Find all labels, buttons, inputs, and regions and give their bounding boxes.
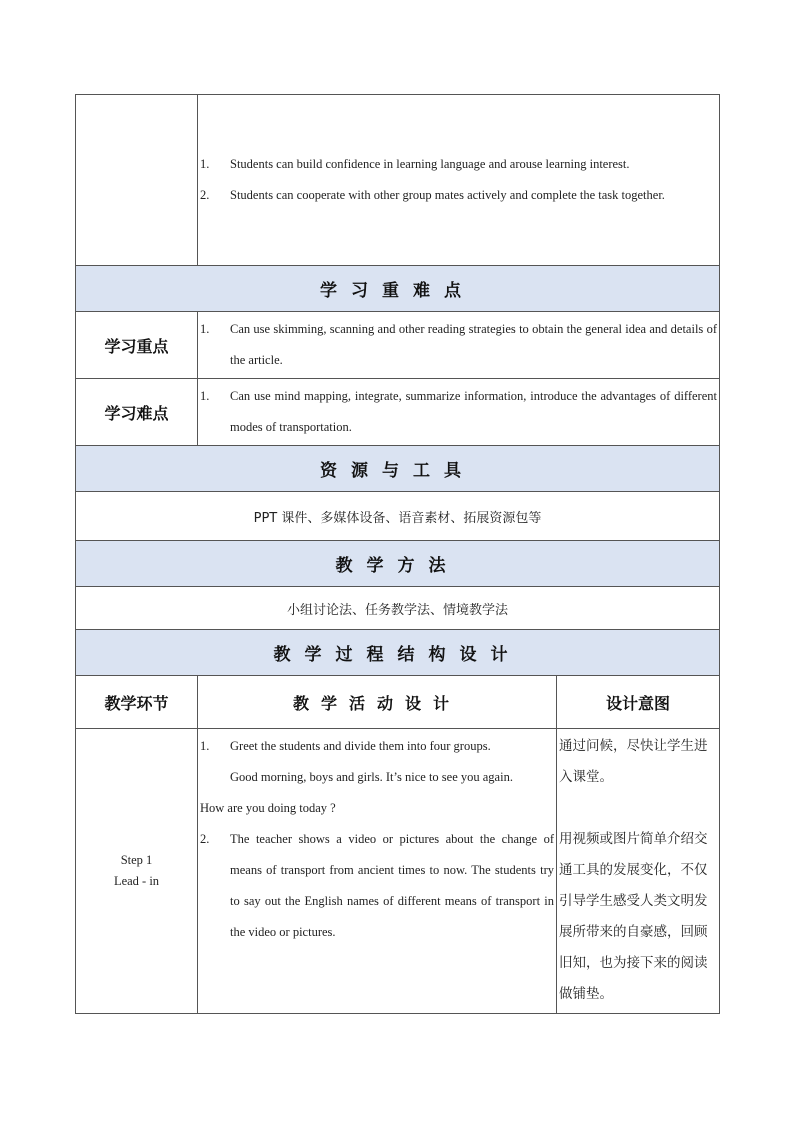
methods-header: 教学方法 — [76, 541, 720, 587]
activity-item — [200, 824, 554, 948]
process-header-row — [76, 630, 720, 676]
activity-text: The teacher shows a video or pictures about the change of means of transport from ancient times to now. The students try to say out the English names of different means of transport in the video or pictures. — [230, 832, 554, 939]
step1-label-cell — [76, 729, 198, 1014]
objectives-content-cell — [198, 95, 720, 266]
process-header: 教学过程结构设计 — [76, 630, 720, 676]
objective-item — [200, 149, 717, 180]
column-header-row — [76, 676, 720, 729]
key-point-content — [198, 312, 720, 379]
activity-number: 2. — [200, 832, 210, 846]
step1-intent-cell — [557, 729, 720, 1014]
objective-text: Students can cooperate with other group mates actively and complete the task together. — [230, 188, 665, 202]
step1-row — [76, 729, 720, 1014]
column-intent: 设计意图 — [557, 676, 720, 729]
intent-text: 通过问候，尽快让学生进入课堂。 — [559, 738, 708, 785]
key-point-row — [76, 312, 720, 379]
objective-text: Students can build confidence in learning language and arouse learning interest. — [230, 157, 630, 171]
step1-activity-cell — [198, 729, 557, 1014]
resources-header: 资源与工具 — [76, 446, 720, 492]
column-activity: 教学活动设计 — [198, 676, 557, 729]
objective-number: 2. — [200, 188, 210, 202]
step1-label-line1: Step 1 — [120, 853, 153, 867]
key-points-header-row — [76, 266, 720, 312]
objectives-row — [76, 95, 720, 266]
key-points-header: 学习重难点 — [76, 266, 720, 312]
lesson-plan-table — [75, 94, 720, 1014]
activity-text: Greet the students and divide them into four groups. — [230, 739, 491, 753]
resources-header-row — [76, 446, 720, 492]
activity-item — [200, 731, 554, 762]
key-point-label: 学习重点 — [76, 312, 198, 379]
difficult-point-text: Can use mind mapping, integrate, summarize information, introduce the advantages of different modes of transportation. — [230, 389, 717, 434]
difficult-point-content — [198, 379, 720, 446]
resources-row — [76, 492, 720, 541]
key-point-number: 1. — [200, 322, 210, 336]
lesson-plan-document — [75, 94, 719, 1014]
key-point-text: Can use skimming, scanning and other reading strategies to obtain the general idea and details of the article. — [230, 322, 717, 367]
step1-label-line2: Lead - in — [113, 874, 160, 888]
methods-header-row — [76, 541, 720, 587]
objectives-label-cell — [76, 95, 198, 266]
difficult-point-label: 学习难点 — [76, 379, 198, 446]
objective-item — [200, 180, 717, 211]
column-stage: 教学环节 — [76, 676, 198, 729]
difficult-point-number: 1. — [200, 389, 210, 403]
methods-text: 小组讨论法、任务教学法、情境教学法 — [76, 587, 720, 630]
objective-number: 1. — [200, 157, 210, 171]
activity-number: 1. — [200, 739, 210, 753]
intent-text: 用视频或图片简单介绍交通工具的发展变化，不仅引导学生感受人类文明发展所带来的自豪感，回顾旧知，也为接下来的阅读做铺垫。 — [559, 831, 708, 1002]
activity-dialog-line: How are you doing today ? — [200, 801, 336, 815]
resources-text: PPT 课件、多媒体设备、语音素材、拓展资源包等 — [76, 492, 720, 541]
methods-row — [76, 587, 720, 630]
difficult-point-row — [76, 379, 720, 446]
activity-dialog-line: Good morning, boys and girls. It’s nice to see you again. — [230, 770, 513, 784]
